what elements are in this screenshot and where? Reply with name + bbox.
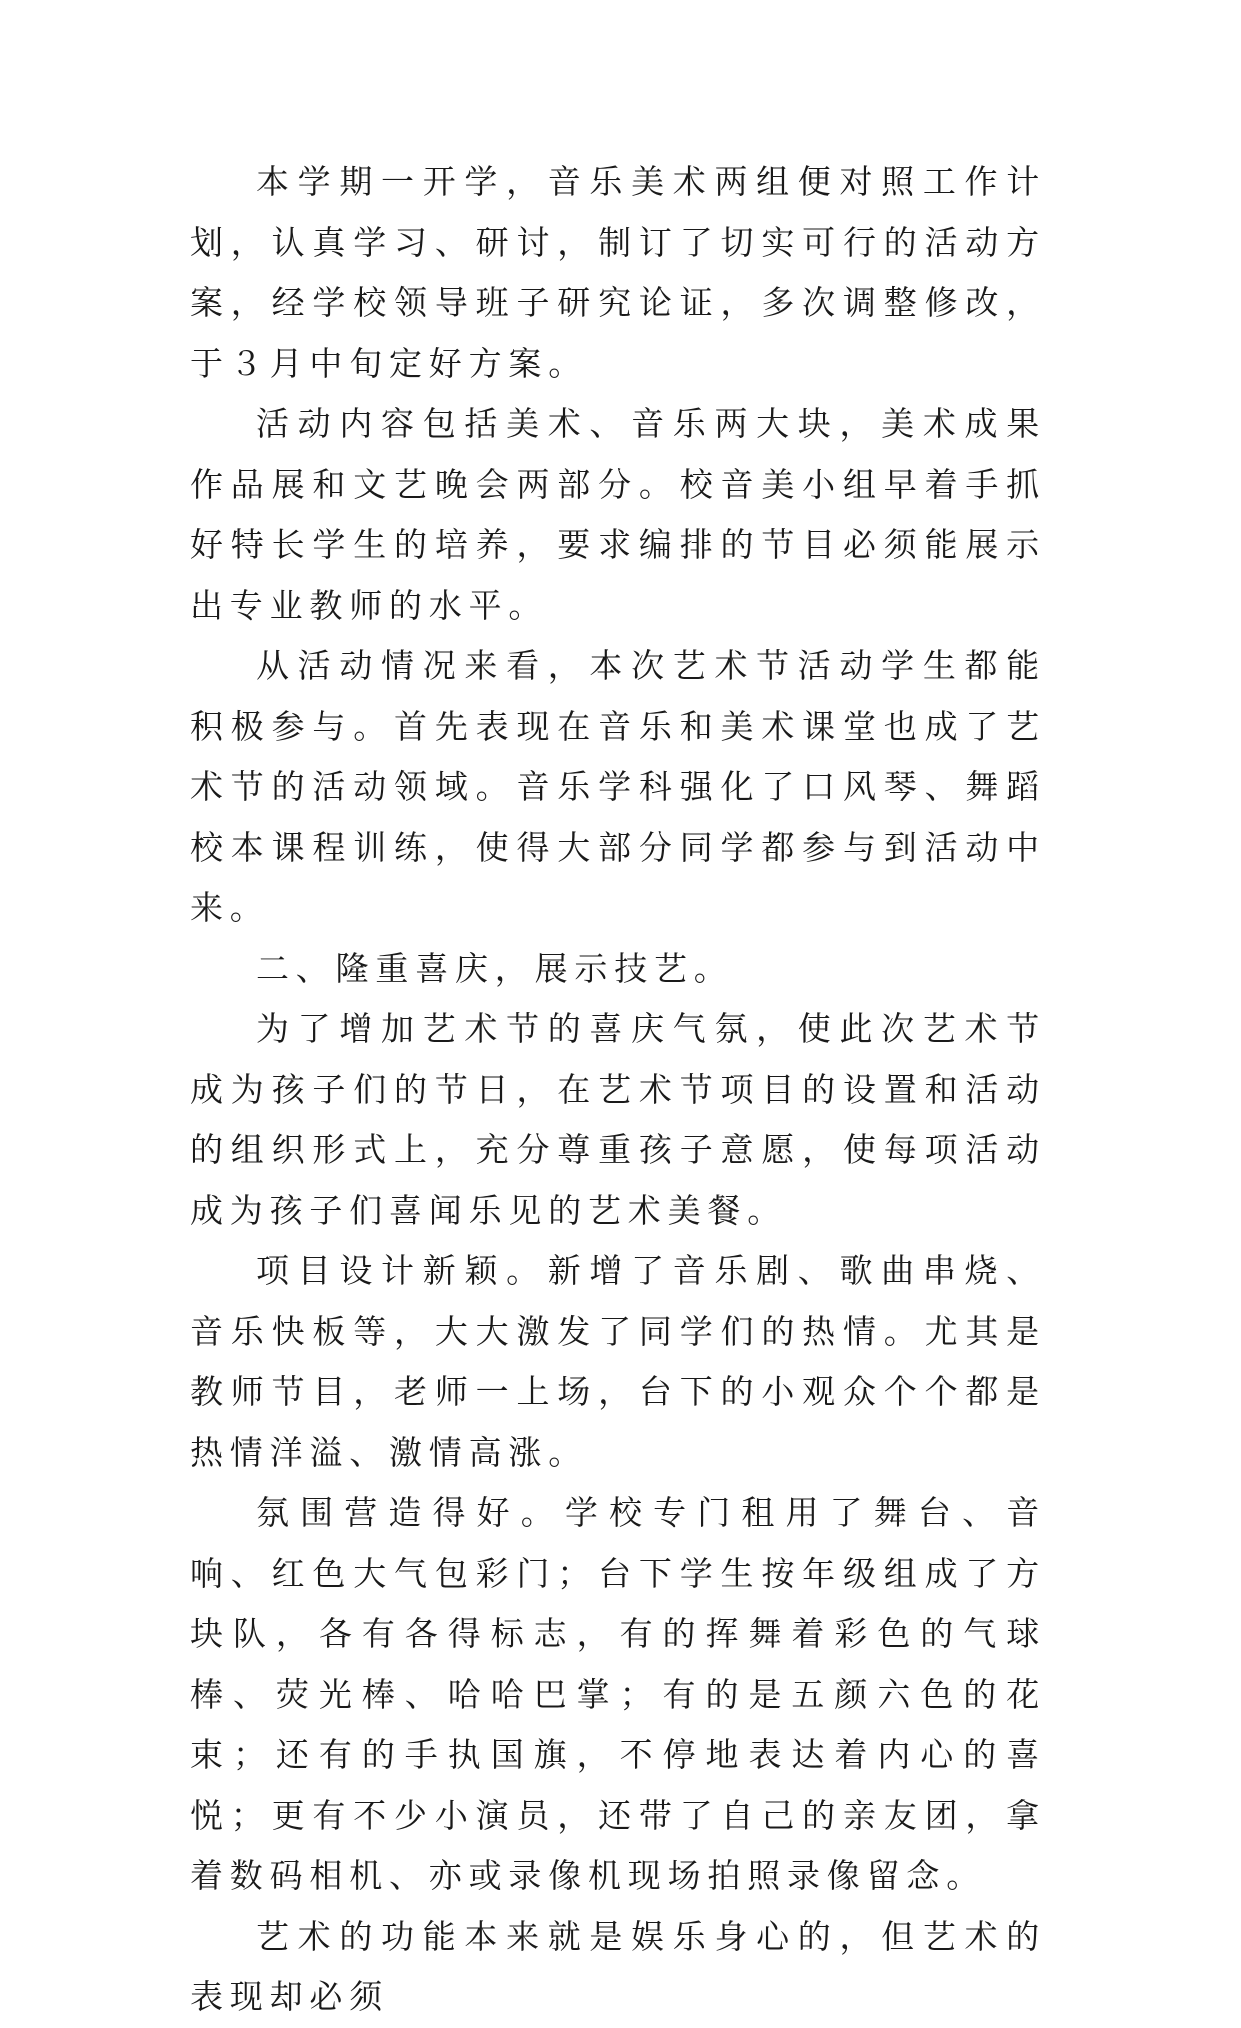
paragraph-7: 艺术的功能本来就是娱乐身心的，但艺术的表现却必须 bbox=[190, 1916, 1046, 2016]
section-heading: 二、隆重喜庆，展示技艺。 bbox=[256, 948, 734, 988]
paragraph-2: 活动内容包括美术、音乐两大块，美术成果作品展和文艺晚会两部分。校音美小组早着手抓好特长学生的培养，要求编排的节目必须能展示出专业教师的水平。 bbox=[190, 404, 1046, 625]
document-body bbox=[190, 152, 1046, 2028]
paragraph-4: 为了增加艺术节的喜庆气氛，使此次艺术节成为孩子们的节日，在艺术节项目的设置和活动的组织形式上，充分尊重孩子意愿，使每项活动成为孩子们喜闻乐见的艺术美餐。 bbox=[190, 1009, 1046, 1230]
paragraph-6: 氛围营造得好。学校专门租用了舞台、音响、红色大气包彩门；台下学生按年级组成了方块队，各有各得标志，有的挥舞着彩色的气球棒、荧光棒、哈哈巴掌；有的是五颜六色的花束；还有的手执国旗，不停地表达着内心的喜悦；更有不少小演员，还带了自己的亲友团，拿着数码相机、亦或录像机现场拍照录像留念。 bbox=[190, 1493, 1046, 1895]
paragraph-3: 从活动情况来看，本次艺术节活动学生都能积极参与。首先表现在音乐和美术课堂也成了艺术节的活动领域。音乐学科强化了口风琴、舞蹈校本课程训练，使得大部分同学都参与到活动中来。 bbox=[190, 646, 1046, 927]
paragraph-5: 项目设计新颖。新增了音乐剧、歌曲串烧、音乐快板等，大大激发了同学们的热情。尤其是教师节目，老师一上场，台下的小观众个个都是热情洋溢、激情高涨。 bbox=[190, 1251, 1046, 1472]
paragraph-1: 本学期一开学，音乐美术两组便对照工作计划，认真学习、研讨，制订了切实可行的活动方案，经学校领导班子研究论证，多次调整修改，于３月中旬定好方案。 bbox=[190, 162, 1046, 383]
